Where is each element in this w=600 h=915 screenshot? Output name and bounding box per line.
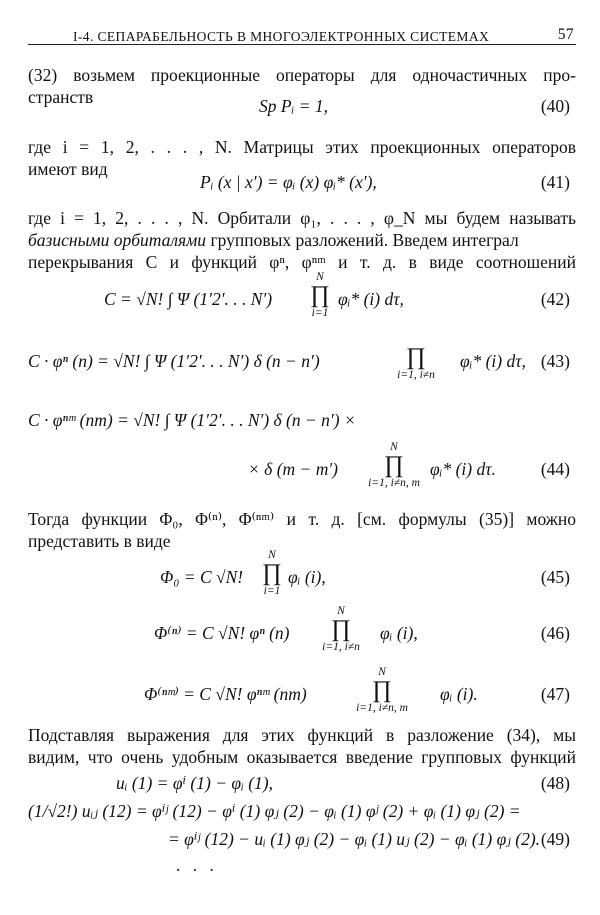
header-title: I-4. СЕПАРАБЕЛЬНОСТЬ В МНОГОЭЛЕКТРОННЫХ СИСТЕМАХ	[73, 29, 490, 44]
equation-body: (1/√2!) uᵢⱼ (12) = φⁱʲ (12) − φⁱ (1) φⱼ (2) − φᵢ (1) φʲ (2) + φᵢ (1) φⱼ (2) =	[28, 801, 521, 821]
equation-48	[28, 772, 576, 802]
product-lower-limit: i=1, i≠n	[397, 369, 435, 381]
equation-47	[28, 666, 576, 714]
equation-lhs: C = √N! ∫ Ψ (1′2′. . . N′)	[104, 289, 273, 309]
equation-number: (49)	[540, 829, 570, 849]
equation-42	[28, 271, 576, 319]
paragraph-line: где i = 1, 2, . . . , N. Матрицы этих проекционных операторов	[28, 137, 576, 157]
paragraph-4	[28, 508, 576, 552]
paragraph-line: Тогда функции Φ₀, Φ⁽ⁿ⁾, Φ⁽ⁿᵐ⁾ и т. д. [см. формулы (35)] можно	[28, 509, 576, 529]
product-symbol: ∏	[262, 560, 282, 586]
paragraph-line: представить в виде	[28, 531, 171, 551]
product-lower-limit: i=1	[311, 307, 329, 319]
equation-body: C · φⁿᵐ (nm) = √N! ∫ Ψ (1′2′. . . N′) δ (n − n′) ×	[28, 410, 356, 430]
paragraph-line: странств	[28, 87, 94, 107]
equation-body: Sp Pᵢ = 1,	[259, 96, 329, 116]
equation-number: (43)	[540, 351, 570, 371]
equation-number: (44)	[540, 459, 570, 479]
product-lower-limit: i=1	[263, 585, 281, 597]
equation-41	[28, 171, 576, 201]
equation-number: (48)	[540, 773, 570, 793]
running-header	[28, 22, 576, 45]
continuation-ellipsis: . . .	[176, 855, 218, 875]
paragraph-line: перекрывания C и функций φⁿ, φⁿᵐ и т. д. в виде соотношений	[28, 252, 576, 272]
product-operator	[334, 666, 430, 714]
product-upper-limit: N	[378, 666, 386, 678]
paragraph-5	[28, 724, 576, 768]
equation-number: (40)	[540, 96, 570, 116]
equation-body: = φⁱʲ (12) − uᵢ (1) φⱼ (2) − φᵢ (1) uⱼ (2) − φᵢ (1) φⱼ (2).	[168, 829, 541, 849]
equation-44	[28, 441, 576, 489]
equation-lhs: Φ⁽ⁿ⁾ = C √N! φⁿ (n)	[154, 623, 290, 643]
equation-number: (45)	[540, 567, 570, 587]
paragraph-line: где i = 1, 2, . . . , N. Орбитали φ₁, . . . , φ_N мы будем называть	[28, 208, 576, 228]
italic-term: базисными орбиталями	[28, 230, 207, 250]
product-operator	[376, 345, 456, 381]
paragraph-3	[28, 207, 576, 273]
equation-number: (46)	[540, 623, 570, 643]
product-operator	[306, 605, 376, 653]
product-symbol: ∏	[372, 677, 392, 703]
equation-body: uᵢ (1) = φⁱ (1) − φᵢ (1),	[116, 773, 274, 793]
product-upper-limit: N	[337, 605, 345, 617]
paragraph-text: групповых разложений. Введем интеграл	[206, 230, 519, 250]
equation-rhs: φᵢ (i),	[380, 623, 418, 643]
product-operator	[260, 549, 284, 597]
product-upper-limit: N	[316, 271, 324, 283]
equation-45	[28, 549, 576, 597]
equation-rhs: φᵢ* (i) dτ,	[460, 351, 526, 371]
equation-number: (47)	[540, 684, 570, 704]
page-number: 57	[557, 26, 574, 43]
equation-number: (42)	[540, 289, 570, 309]
equation-40	[28, 95, 576, 125]
paragraph-line: видим, что очень удобным оказывается введение групповых функций	[28, 747, 576, 767]
product-operator	[346, 441, 442, 489]
product-lower-limit: i=1, i≠n	[322, 641, 360, 653]
equation-rhs: φᵢ (i).	[440, 684, 478, 704]
equation-43	[28, 344, 576, 381]
equation-lhs: C · φⁿ (n) = √N! ∫ Ψ (1′2′. . . N′) δ (n − n′)	[28, 351, 320, 371]
product-lower-limit: i=1, i≠n, m	[368, 477, 420, 489]
equation-44-line-1	[28, 409, 576, 439]
equation-lhs: × δ (m − m′)	[248, 459, 339, 479]
product-symbol: ∏	[406, 344, 426, 370]
equation-rhs: φᵢ* (i) dτ,	[338, 289, 404, 309]
product-upper-limit: N	[268, 549, 276, 561]
product-symbol: ∏	[384, 452, 404, 478]
product-upper-limit: N	[390, 441, 398, 453]
product-symbol: ∏	[310, 282, 330, 308]
equation-body: Pᵢ (x | x′) = φᵢ (x) φᵢ* (x′),	[200, 172, 377, 192]
product-operator	[308, 271, 332, 319]
equation-49	[28, 828, 576, 858]
paragraph-line: Подставляя выражения для этих функций в разложение (34), мы	[28, 725, 576, 745]
product-lower-limit: i=1, i≠n, m	[356, 702, 408, 714]
paragraph-line	[28, 229, 576, 251]
equation-rhs: φᵢ* (i) dτ.	[430, 459, 496, 479]
paragraph-line: имеют вид	[28, 159, 108, 179]
equation-46	[28, 605, 576, 653]
equation-lhs: Φ₀ = C √N!	[160, 567, 244, 587]
equation-49-line-1	[28, 800, 576, 830]
equation-lhs: Φ⁽ⁿᵐ⁾ = C √N! φⁿᵐ (nm)	[144, 684, 307, 704]
product-symbol: ∏	[331, 616, 351, 642]
equation-rhs: φᵢ (i),	[288, 567, 326, 587]
paragraph-line: (32) возьмем проекционные операторы для одночастичных про-	[28, 65, 576, 85]
equation-number: (41)	[540, 172, 570, 192]
